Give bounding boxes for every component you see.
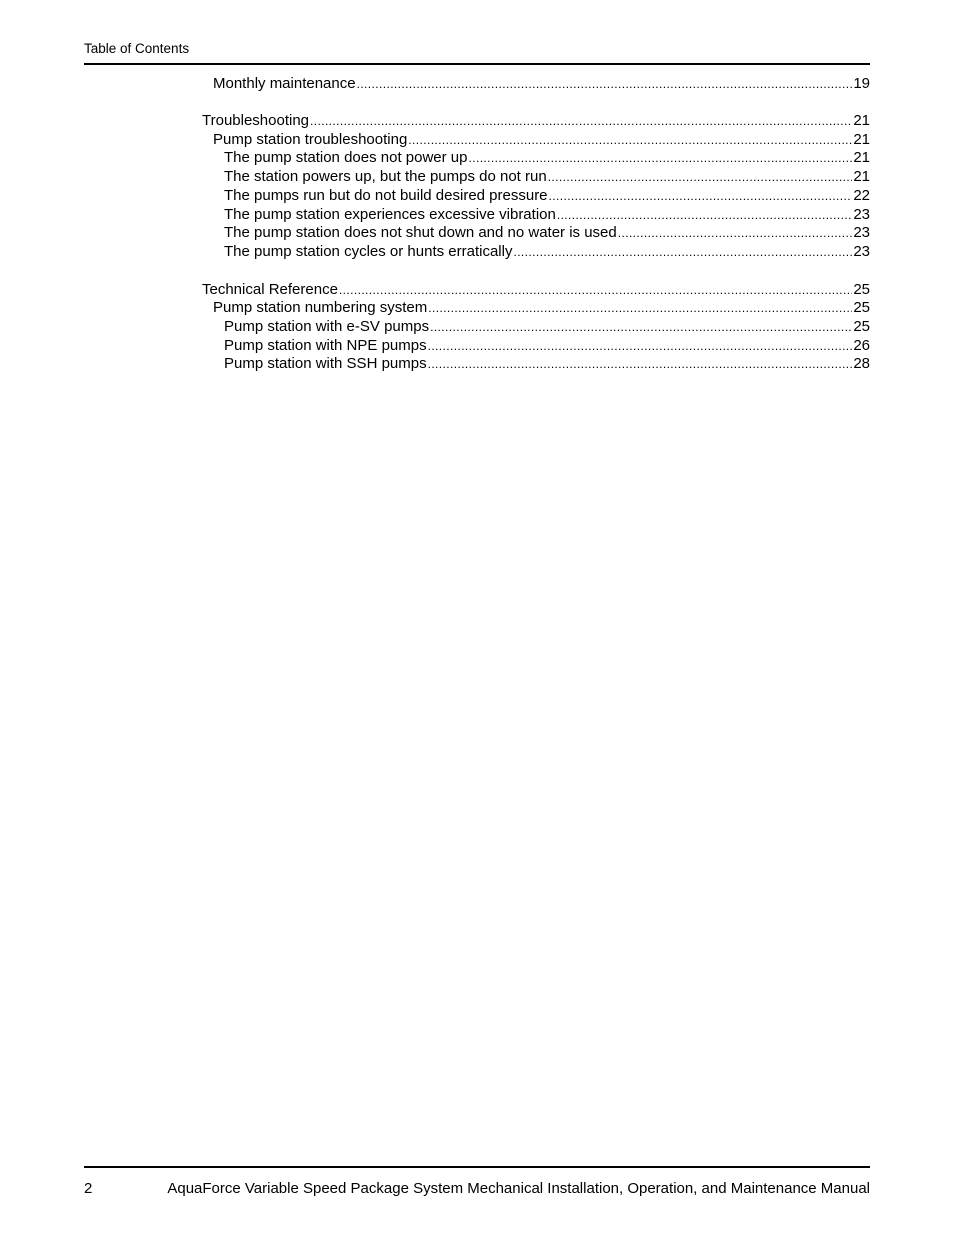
toc-entry-label: The pump station cycles or hunts erratically xyxy=(224,243,513,260)
toc-entry-page: 25 xyxy=(853,281,870,298)
toc-entry-page: 25 xyxy=(853,318,870,335)
toc-entry-label: The station powers up, but the pumps do not run xyxy=(224,168,547,185)
toc-entry-ssh-pumps[interactable] xyxy=(224,354,870,373)
dot-leader xyxy=(430,318,852,337)
toc-entry-does-not-power-up[interactable] xyxy=(224,148,870,167)
toc-entry-label: The pump station does not shut down and no water is used xyxy=(224,224,617,241)
toc-entry-page: 21 xyxy=(853,168,870,185)
dot-leader xyxy=(548,168,853,187)
toc-entry-page: 19 xyxy=(853,75,870,92)
running-header-title: Table of Contents xyxy=(84,41,190,56)
toc-entry-cycles-erratically[interactable] xyxy=(224,242,870,261)
toc-entry-page: 21 xyxy=(853,149,870,166)
toc-entry-page: 21 xyxy=(853,112,870,129)
dot-leader xyxy=(549,187,853,206)
toc-entry-esv-pumps[interactable] xyxy=(224,317,870,336)
dot-leader xyxy=(428,355,853,374)
toc-entry-label: Troubleshooting xyxy=(202,112,310,129)
footer-rule xyxy=(84,1166,870,1168)
toc-entry-page: 23 xyxy=(853,243,870,260)
toc-entry-does-not-shut-down[interactable] xyxy=(224,223,870,242)
toc-entry-page: 23 xyxy=(853,224,870,241)
toc-entry-monthly-maintenance[interactable] xyxy=(213,74,870,93)
toc-entry-page: 23 xyxy=(853,206,870,223)
dot-leader xyxy=(357,75,853,94)
toc-entry-pumps-do-not-run[interactable] xyxy=(224,167,870,186)
toc-entry-label: Monthly maintenance xyxy=(213,75,356,92)
toc-entry-label: Pump station troubleshooting xyxy=(213,131,408,148)
footer-document-title: AquaForce Variable Speed Package System Mechanical Installation, Operation, and Maintenance Manual xyxy=(167,1180,870,1197)
dot-leader xyxy=(428,299,852,318)
header-rule xyxy=(84,63,870,65)
dot-leader xyxy=(618,224,853,243)
toc-entry-excessive-vibration[interactable] xyxy=(224,205,870,224)
toc-entry-numbering-system[interactable] xyxy=(213,298,870,317)
toc-entry-label: Pump station numbering system xyxy=(213,299,428,316)
toc-entry-label: Pump station with e-SV pumps xyxy=(224,318,430,335)
toc-entry-label: Pump station with NPE pumps xyxy=(224,337,427,354)
toc-entry-page: 25 xyxy=(853,299,870,316)
toc-entry-page: 26 xyxy=(853,337,870,354)
dot-leader xyxy=(310,112,852,131)
dot-leader xyxy=(469,149,853,168)
toc-entry-page: 28 xyxy=(853,355,870,372)
dot-leader xyxy=(513,243,852,262)
toc-entry-technical-reference[interactable] xyxy=(202,280,870,299)
toc-entry-no-desired-pressure[interactable] xyxy=(224,186,870,205)
toc-entry-pump-station-troubleshooting[interactable] xyxy=(213,130,870,149)
toc-entry-troubleshooting[interactable] xyxy=(202,111,870,130)
toc-entry-page: 22 xyxy=(853,187,870,204)
toc-entry-label: The pumps run but do not build desired pressure xyxy=(224,187,548,204)
toc-entry-label: Pump station with SSH pumps xyxy=(224,355,427,372)
footer-page-number: 2 xyxy=(84,1180,93,1197)
toc-entry-npe-pumps[interactable] xyxy=(224,336,870,355)
toc-entry-label: Technical Reference xyxy=(202,281,338,298)
toc-entry-page: 21 xyxy=(853,131,870,148)
toc-entry-label: The pump station experiences excessive vibration xyxy=(224,206,556,223)
toc-entry-label: The pump station does not power up xyxy=(224,149,468,166)
